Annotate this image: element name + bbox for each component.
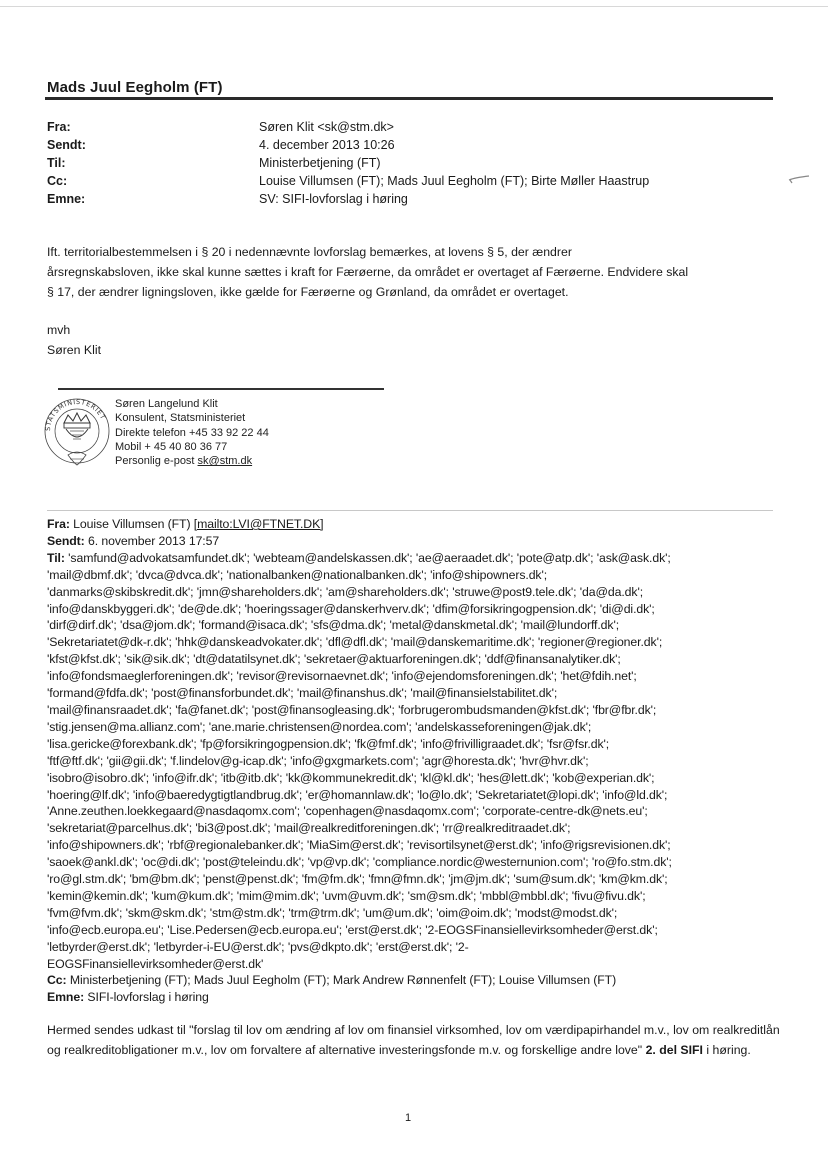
signature-email-link[interactable]: sk@stm.dk xyxy=(197,455,253,468)
fwd-to-recipients: 'stig.jensen@ma.allianz.com'; 'ane.marie.christensen@nordea.com'; 'andelskasseforeningen@jak.dk'; xyxy=(47,719,592,734)
fwd-subject-value: SIFI-lovforslag i høring xyxy=(87,990,209,1005)
header-label: Emne: xyxy=(47,192,86,206)
scan-edge-line xyxy=(0,6,828,7)
fwd-to-recipients: 'kfst@kfst.dk'; 'sik@sik.dk'; 'dt@datatilsynet.dk'; 'sekretaer@aktuarforeningen.dk'; 'ddf@finansanalytiker.dk'; xyxy=(47,652,621,667)
page-title: Mads Juul Eegholm (FT) xyxy=(47,79,223,96)
fwd-subject-line xyxy=(47,989,777,1006)
signature-mobile: Mobil + 45 40 80 36 77 xyxy=(115,440,228,453)
crest-logo xyxy=(40,393,114,469)
header-value: Ministerbetjening (FT) xyxy=(259,156,381,170)
fwd-to-recipients: 'info@fondsmaeglerforeningen.dk'; 'revisor@revisornaevnet.dk'; 'info@ejendomsforeningen.dk'; 'het@fdih.net'; xyxy=(47,669,637,684)
signature-phone: Direkte telefon +45 33 92 22 44 xyxy=(115,426,269,439)
fwd-to-recipients: 'dirf@dirf.dk'; 'dsa@jom.dk'; 'formand@isaca.dk'; 'sfs@dma.dk'; 'metal@danskmetal.dk'; 'mail@lundorff.dk'; xyxy=(47,618,620,633)
fwd-to-recipients: 'Anne.zeuthen.loekkegaard@nasdaqomx.com'; 'copenhagen@nasdaqomx.com'; 'corporate-centre-dk@nets.eu'; xyxy=(47,804,648,819)
fwd-to-recipients: EOGSFinansiellevirksomheder@erst.dk' xyxy=(47,956,264,971)
forwarded-body-text: Hermed sendes udkast til "forslag til lov om ændring af lov om finansiel virksomhed, lov om værdipapirhandel m.v., lov om realkreditlån og realkreditobligationer m.v., lov om forvaltere af alternative investeringsfonde m.v. og forskellige andre love" xyxy=(47,1023,780,1057)
fwd-to-recipients: 'ftf@ftf.dk'; 'gii@gii.dk'; 'f.lindelov@g-icap.dk'; 'info@gxgmarkets.com'; 'agr@horesta.dk'; 'hvr@hvr.dk'; xyxy=(47,753,589,768)
fwd-to-recipients: 'hoering@lf.dk'; 'info@baeredygtigtlandbrug.dk'; 'er@homannlaw.dk'; 'lo@lo.dk'; 'Sekretariatet@lopi.dk'; 'info@ld.dk'; xyxy=(47,787,668,802)
fwd-to-recipients: 'letbyrder@erst.dk'; 'letbyrder-i-EU@erst.dk'; 'pvs@dkpto.dk'; 'erst@erst.dk'; '2- xyxy=(47,939,469,954)
signature-rule xyxy=(58,388,384,390)
fwd-to-recipients: 'Sekretariatet@dk-r.dk'; 'hhk@danskeadvokater.dk'; 'dfl@dfl.dk'; 'mail@danskemaritime.dk'; 'regioner@regioner.dk'; xyxy=(47,635,663,650)
signature-email-label: Personlig e-post xyxy=(115,455,198,468)
crest-text: STATSMINISTERIET xyxy=(43,397,108,432)
fwd-subject-label: Emne: xyxy=(47,990,85,1005)
fwd-to-recipients: 'fvm@fvm.dk'; 'skm@skm.dk'; 'stm@stm.dk'; 'trm@trm.dk'; 'um@um.dk'; 'oim@oim.dk'; 'modst@modst.dk'; xyxy=(47,905,618,920)
header-label: Cc: xyxy=(47,174,68,188)
page-number: 1 xyxy=(405,1112,412,1124)
title-rule xyxy=(45,97,773,100)
body-paragraph xyxy=(47,242,787,302)
margin-pen-mark xyxy=(788,173,810,187)
svg-text:STATSMINISTERIET xyxy=(44,398,107,431)
fwd-sent-line xyxy=(47,533,777,550)
fwd-sent-value: 6. november 2013 17:57 xyxy=(87,533,220,548)
fwd-to-recipients: 'mail@finansraadet.dk'; 'fa@fanet.dk'; 'post@finansogleasing.dk'; 'forbrugerombudsmanden@kfst.dk'; 'fbr@fbr.dk'; xyxy=(47,702,657,717)
body-line: årsregnskabsloven, ikke skal kunne sættes i kraft for Færøerne, da området er overtaget af Færøerne. Endvidere skal xyxy=(47,265,689,279)
closing-block xyxy=(47,320,787,360)
fwd-to-recipients: 'info@shipowners.dk'; 'rbf@regionalebanker.dk'; 'MiaSim@erst.dk'; 'revisortilsynet@erst.dk'; 'info@rigsrevisionen.dk'; xyxy=(47,838,671,853)
forward-separator xyxy=(47,510,773,511)
closing-text: mvh xyxy=(47,323,71,337)
body-line: Ift. territorialbestemmelsen i § 20 i nedennævnte lovforslag bemærkes, at lovens § 5, der ændrer xyxy=(47,245,572,259)
header-value: Louise Villumsen (FT); Mads Juul Eegholm (FT); Birte Møller Haastrup xyxy=(259,174,650,188)
header-value: Søren Klit <sk@stm.dk> xyxy=(259,120,394,134)
signature-title: Konsulent, Statsministeriet xyxy=(115,412,246,425)
fwd-sent-label: Sendt: xyxy=(47,533,85,548)
fwd-to-recipients: 'ro@gl.stm.dk'; 'bm@bm.dk'; 'penst@penst.dk'; 'fm@fm.dk'; 'fmn@fmn.dk'; 'jm@jm.dk'; 'sum@sum.dk'; 'km@km.dk'; xyxy=(47,872,668,887)
fwd-to-recipients: 'saoek@ankl.dk'; 'oc@di.dk'; 'post@teleindu.dk'; 'vp@vp.dk'; 'compliance.nordic@westernunion.com'; 'ro@fo.stm.dk'; xyxy=(47,855,672,870)
body-line: § 17, der ændrer ligningsloven, ikke gælde for Færøerne og Grønland, da området er overtaget. xyxy=(47,285,569,299)
fwd-from-value: Louise Villumsen (FT) xyxy=(73,517,194,531)
signature-block xyxy=(115,397,269,468)
fwd-to-recipients: 'lisa.gericke@forexbank.dk'; 'fp@forsikringogpension.dk'; 'fk@fmf.dk'; 'info@frivilligraadet.dk'; 'fsr@fsr.dk'; xyxy=(47,736,610,751)
fwd-cc-value: Ministerbetjening (FT); Mads Juul Eegholm (FT); Mark Andrew Rønnenfelt (FT); Louise Villumsen (FT) xyxy=(69,973,617,988)
fwd-cc-label: Cc: xyxy=(47,973,67,988)
header-label: Fra: xyxy=(47,120,71,134)
fwd-to-recipients: 'sekretariat@parcelhus.dk'; 'bi3@post.dk'; 'mail@realkreditforeningen.dk'; 'rr@realkreditraadet.dk'; xyxy=(47,821,571,836)
forwarded-body xyxy=(47,1021,787,1060)
sender-name: Søren Klit xyxy=(47,343,101,357)
fwd-to-line xyxy=(47,550,777,567)
forwarded-header xyxy=(47,516,777,1006)
fwd-to-recipients: 'mail@dbmf.dk'; 'dvca@dvca.dk'; 'nationalbanken@nationalbanken.dk'; 'info@shipowners.dk'; xyxy=(47,567,548,582)
header-label: Sendt: xyxy=(47,138,86,152)
fwd-to-recipients: 'kemin@kemin.dk'; 'kum@kum.dk'; 'mim@mim.dk'; 'uvm@uvm.dk'; 'sm@sm.dk'; 'mbbl@mbbl.dk'; 'fivu@fivu.dk'; xyxy=(47,888,646,903)
forwarded-body-bold: 2. del SIFI xyxy=(645,1042,703,1057)
fwd-to-recipients: 'formand@fdfa.dk'; 'post@finansforbundet.dk'; 'mail@finanshus.dk'; 'mail@finansielstabilitet.dk'; xyxy=(47,686,558,701)
fwd-from-mailto-link[interactable]: [mailto:LVI@FTNET.DK] xyxy=(193,517,324,531)
header-value: SV: SIFI-lovforslag i høring xyxy=(259,192,408,206)
header-label: Til: xyxy=(47,156,66,170)
signature-email-line xyxy=(115,454,269,468)
fwd-to-label: Til: xyxy=(47,550,65,565)
forwarded-body-tail: i høring. xyxy=(702,1042,751,1057)
signature-name: Søren Langelund Klit xyxy=(115,398,218,410)
header-value: 4. december 2013 10:26 xyxy=(259,138,395,152)
fwd-to-recipients: 'samfund@advokatsamfundet.dk'; 'webteam@andelskassen.dk'; 'ae@aeraadet.dk'; 'pote@atp.dk'; 'ask@ask.dk'; xyxy=(68,550,671,565)
fwd-from-line xyxy=(47,516,777,533)
fwd-to-recipients: 'info@ecb.europa.eu'; 'Lise.Pedersen@ecb.europa.eu'; 'erst@erst.dk'; '2-EOGSFinansiellevirksomheder@erst.dk'; xyxy=(47,922,658,937)
fwd-from-label: Fra: xyxy=(47,517,70,531)
fwd-to-recipients: 'danmarks@skibskredit.dk'; 'jmn@shareholders.dk'; 'am@shareholders.dk'; 'struwe@post9.tele.dk'; 'da@da.dk'; xyxy=(47,584,644,599)
fwd-cc-line xyxy=(47,972,777,989)
fwd-to-recipients: 'info@danskbyggeri.dk'; 'de@de.dk'; 'hoeringssager@danskerhverv.dk'; 'dfim@forsikringogpension.dk'; 'di@di.dk'; xyxy=(47,601,655,616)
fwd-to-recipients: 'isobro@isobro.dk'; 'info@ifr.dk'; 'itb@itb.dk'; 'kk@kommunekredit.dk'; 'kl@kl.dk'; 'hes@lett.dk'; 'kob@experian.dk'; xyxy=(47,770,655,785)
